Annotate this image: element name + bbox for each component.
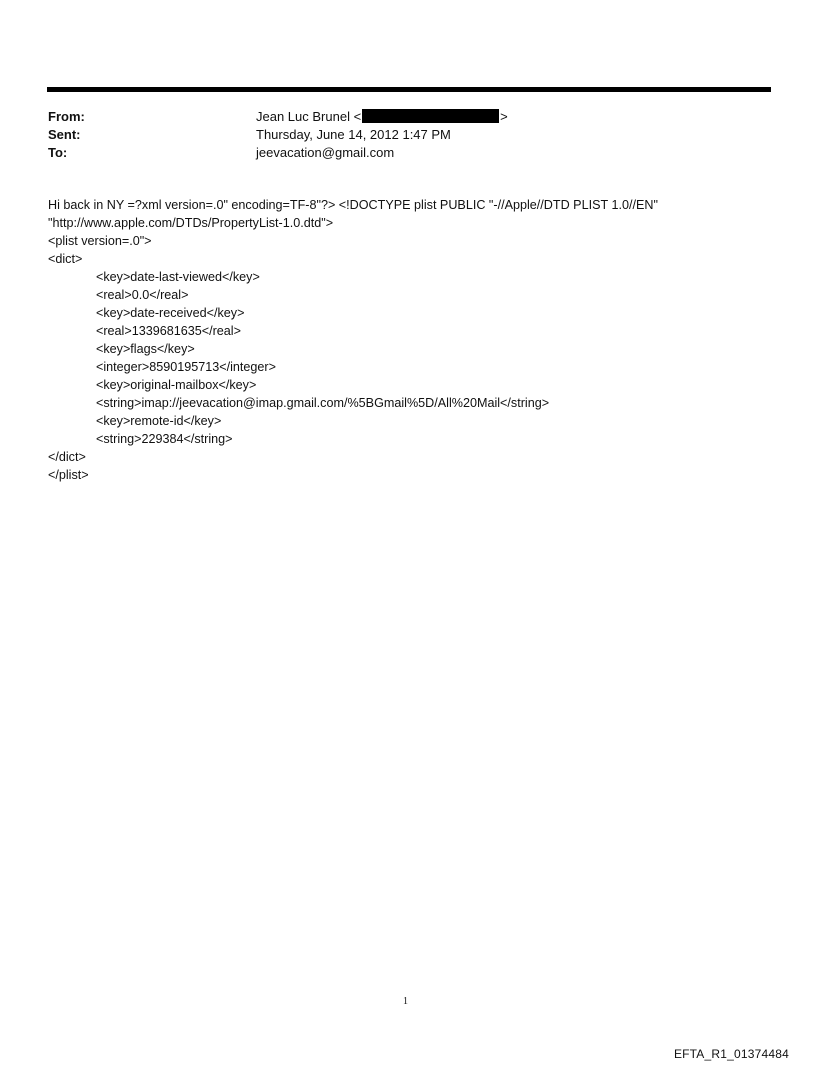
body-line: <key>remote-id</key> <box>96 414 222 428</box>
from-value <box>256 109 508 124</box>
body-line: </plist> <box>48 468 89 482</box>
body-line: <string>229384</string> <box>96 432 233 446</box>
from-name: Jean Luc Brunel <box>256 109 350 124</box>
body-line: <key>date-last-viewed</key> <box>96 270 260 284</box>
header-rule <box>47 87 771 92</box>
body-line: <integer>8590195713</integer> <box>96 360 276 374</box>
redaction-box <box>362 109 499 123</box>
body-line: <real>0.0</real> <box>96 288 189 302</box>
email-body <box>48 196 748 484</box>
body-line: Hi back in NY =?xml version=.0" encoding=TF-8"?> <!DOCTYPE plist PUBLIC "-//Apple//DTD PLIST 1.0//EN" <box>48 198 658 212</box>
body-line: </dict> <box>48 450 86 464</box>
body-line: <key>original-mailbox</key> <box>96 378 257 392</box>
body-line: <string>imap://jeevacation@imap.gmail.com/%5BGmail%5D/All%20Mail</string> <box>96 396 550 410</box>
from-label: From: <box>48 109 85 124</box>
body-line: <dict> <box>48 252 83 266</box>
from-close-bracket: > <box>500 109 508 124</box>
body-line: <key>date-received</key> <box>96 306 245 320</box>
body-line: "http://www.apple.com/DTDs/PropertyList-1.0.dtd"> <box>48 216 334 230</box>
bates-number: EFTA_R1_01374484 <box>673 1047 789 1061</box>
to-value: jeevacation@gmail.com <box>256 145 395 160</box>
to-label: To: <box>48 145 68 160</box>
body-line: <plist version=.0"> <box>48 234 152 248</box>
body-line: <real>1339681635</real> <box>96 324 241 338</box>
sent-label: Sent: <box>48 127 81 142</box>
body-line: <key>flags</key> <box>96 342 195 356</box>
page-number: 1 <box>403 996 408 1007</box>
from-open-bracket: < <box>353 109 362 124</box>
sent-value: Thursday, June 14, 2012 1:47 PM <box>256 127 451 142</box>
